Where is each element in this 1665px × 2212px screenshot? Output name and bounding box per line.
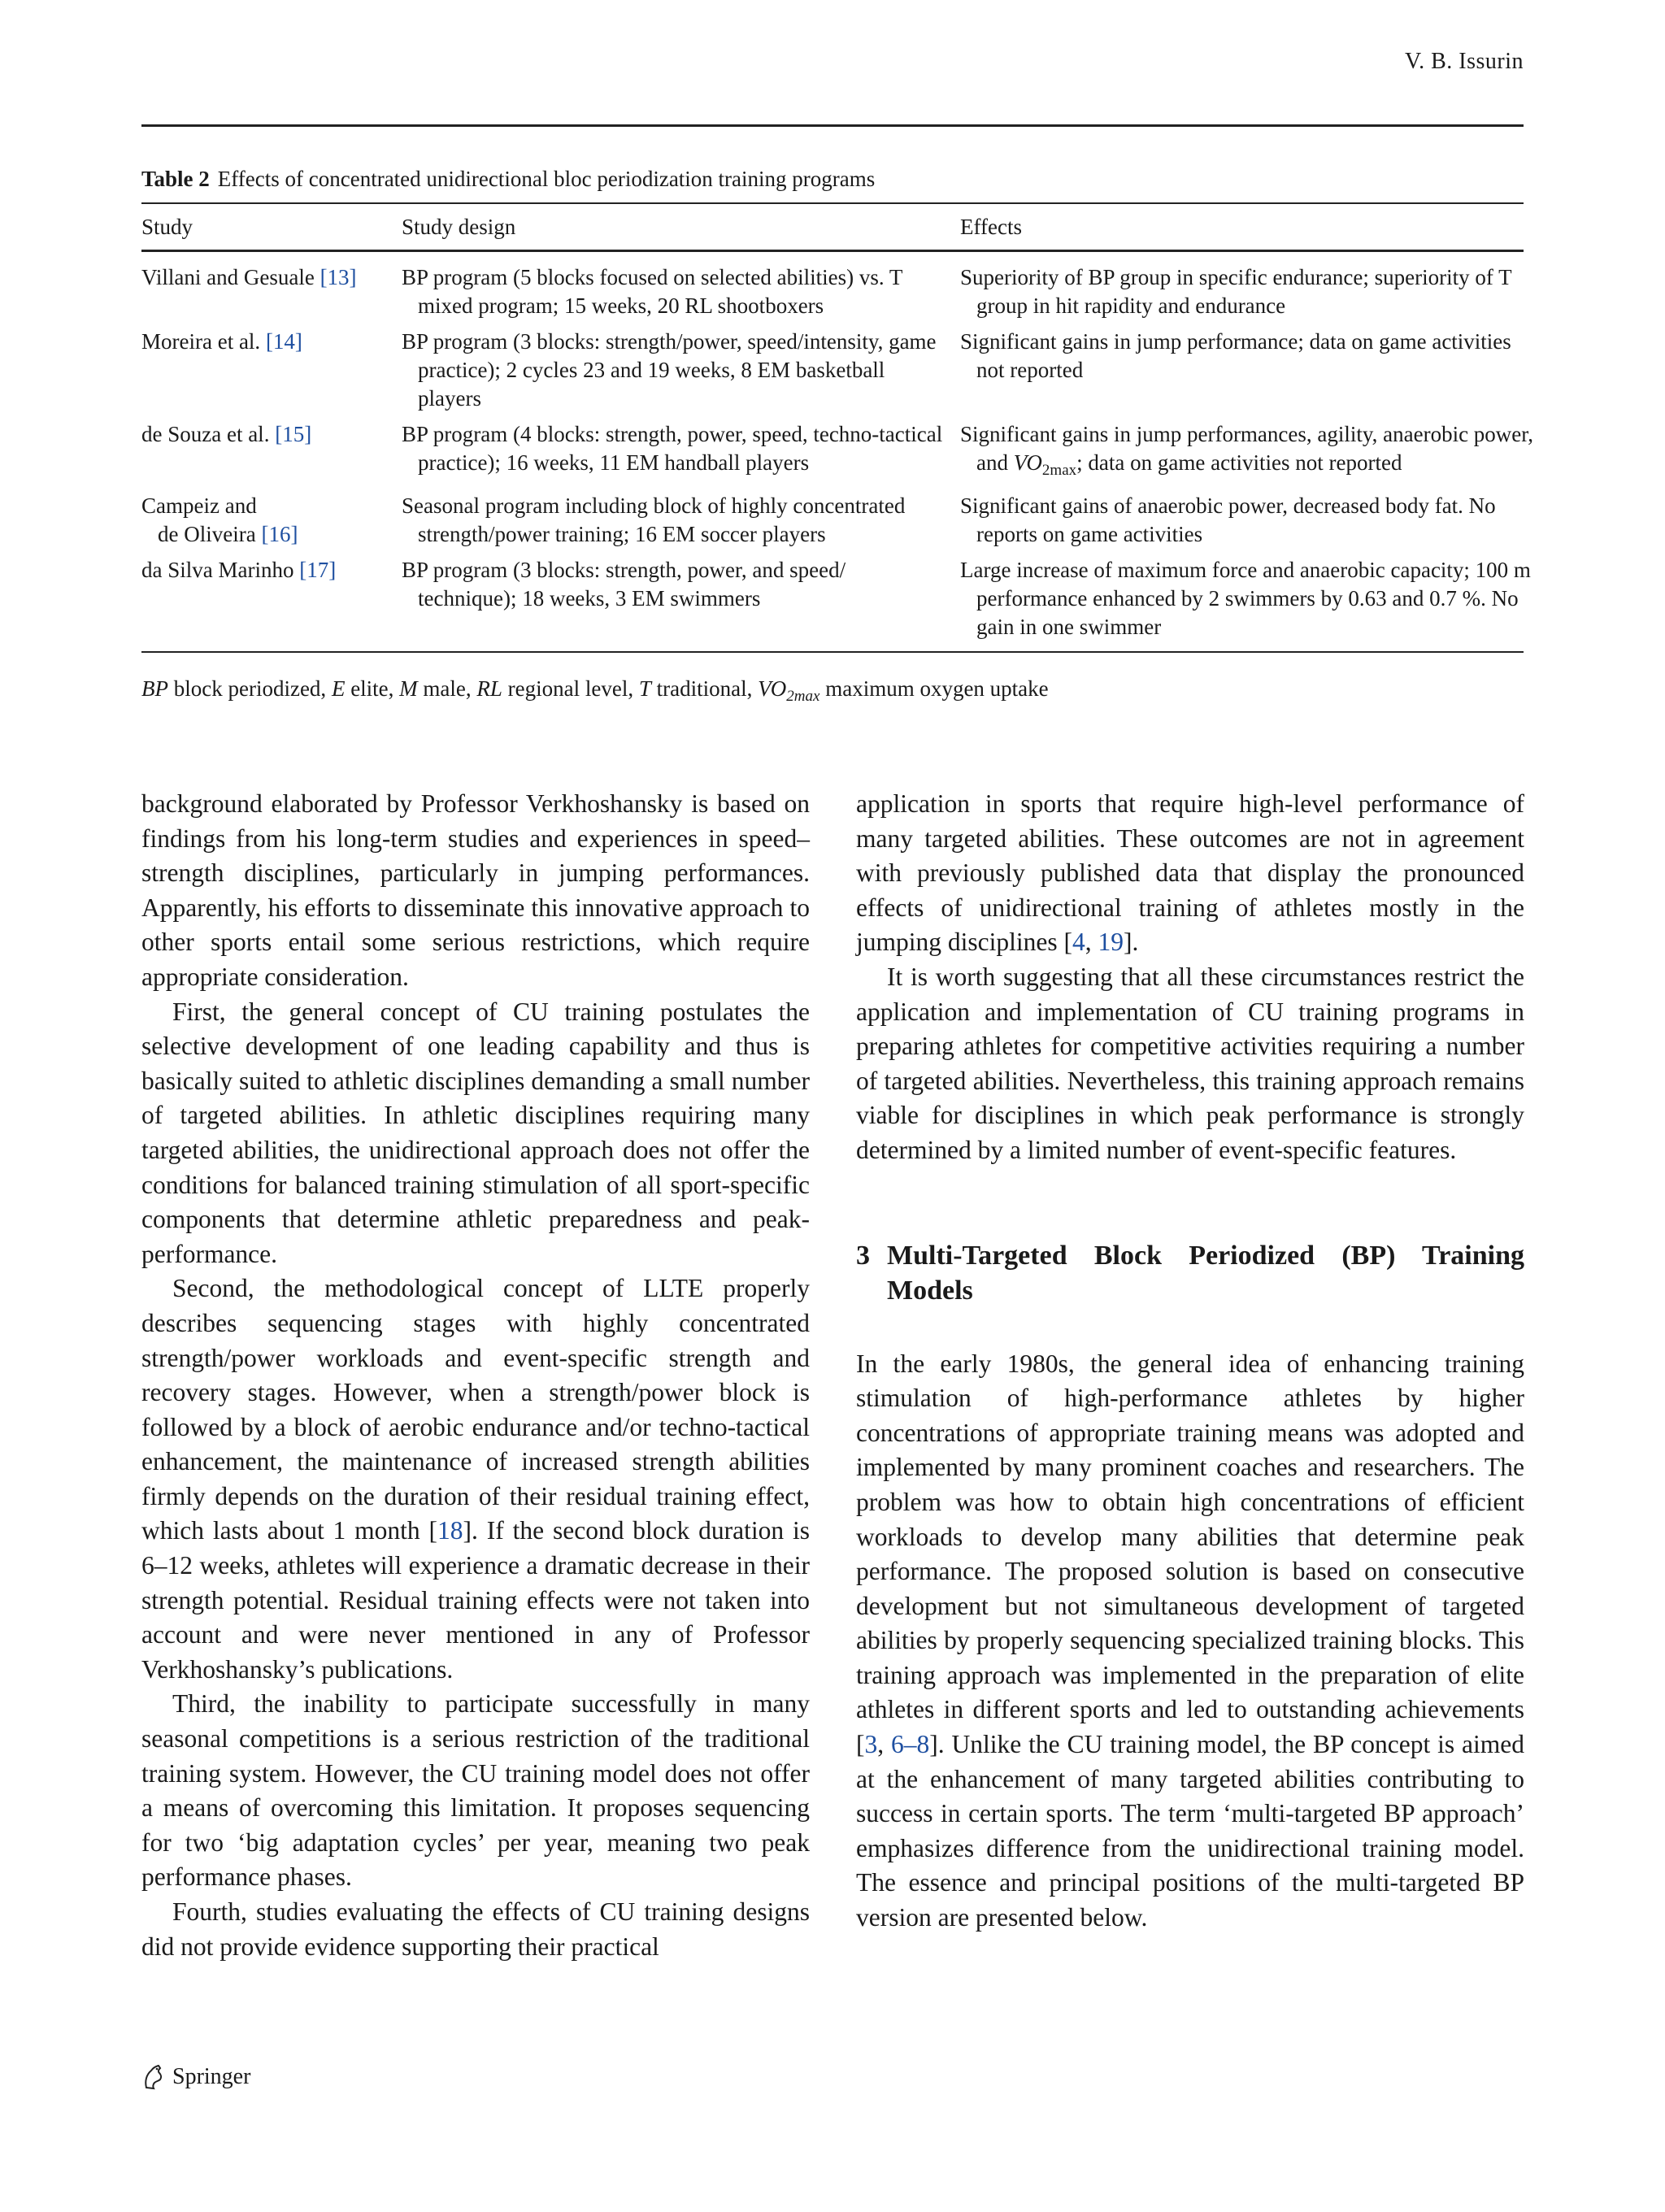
running-header-author: V. B. Issurin (1404, 49, 1524, 74)
citation-link[interactable]: [13] (320, 265, 357, 289)
header-rule (141, 124, 1524, 127)
cell-design: BP program (3 blocks: strength/power, speed/intensity, game practice); 2 cycles 23 and 19 weeks, 8 EM basketball players (402, 329, 937, 411)
paragraph: Second, the methodological concept of LLTE properly describes sequencing stages with highly concentrated strength/power workloads and event-specific strength and recovery stages. However, when a strength/power block is followed by a block of aerobic endurance and/or techno-tactical enhancement, the maintenance of increased strength abilities firmly depends on the duration of their residual training effect, which lasts about 1 month [18]. If the second block duration is 6–12 weeks, athletes will experience a dramatic decrease in their strength potential. Residual training effects were not taken into account and were never mentioned in any of Professor Verkhoshansky’s publications. (141, 1274, 811, 1684)
citation-link[interactable]: [17] (299, 558, 337, 582)
cell-study: Villani and Gesuale [13] (141, 265, 357, 289)
citation-link[interactable]: 18 (437, 1516, 463, 1545)
cell-study: Moreira et al. [14] (141, 329, 302, 354)
citation-link[interactable]: [16] (261, 522, 298, 546)
cell-effects: Significant gains in jump performance; data on game activities not reported (960, 329, 1511, 382)
table-row (141, 492, 1524, 549)
paragraph: First, the general concept of CU training postulates the selective development of one leading capability and thus is basically suited to athletic disciplines demanding a small number of targeted abilities. In athletic disciplines requiring many targeted abilities, the unidirectional approach does not offer the conditions for balanced training stimulation of all sport-specific components that determine athletic preparedness and peak-performance. (141, 997, 810, 1268)
table-footnote: BP block periodized, E elite, M male, RL regional level, T traditional, $VO_{2max}$ maximum oxygen uptake (141, 676, 1049, 705)
table-row (141, 420, 1533, 485)
cell-effects: Large increase of maximum force and anaerobic capacity; 100 m performance enhanced by 2 swimmers by 0.63 and 0.7 %. No gain in one swimmer (960, 558, 1531, 639)
table-row (141, 556, 1531, 641)
cell-effects: Superiority of BP group in specific endurance; superiority of T group in hit rapidity and endurance (960, 265, 1512, 318)
section-title: Multi-Targeted Block Periodized (BP) Training Models (887, 1240, 1524, 1306)
header-study-design: Study design (402, 214, 516, 239)
cell-study: da Silva Marinho [17] (141, 558, 337, 582)
publisher-name: Springer (172, 2064, 251, 2089)
left-column (141, 787, 810, 1964)
table-caption (141, 167, 875, 192)
citation-link[interactable]: 4 (1072, 928, 1085, 957)
table-header-row (141, 204, 1524, 250)
paragraph: Third, the inability to participate successfully in many seasonal competitions is a serious restriction of the traditional training system. However, the CU training model does not offer a means of overcoming this limitation. It proposes sequencing for two ‘big adaptation cycles’ per year, meaning two peak performance phases. (141, 1689, 810, 1892)
header-study: Study (141, 214, 193, 239)
cell-effects: Significant gains in jump performances, agility, anaerobic power, and $VO_{2max}$; data on game activities not reported (960, 422, 1533, 479)
cell-study: Campeiz and de Oliveira [16] (141, 493, 298, 546)
table-title: Effects of concentrated unidirectional bloc periodization training programs (217, 167, 876, 191)
cell-design: BP program (4 blocks: strength, power, speed, techno-tactical practice); 16 weeks, 11 EM handball players (402, 422, 943, 475)
citation-link[interactable]: [14] (265, 329, 302, 354)
table-label: Table 2 (141, 167, 210, 191)
table-bottom-rule (141, 651, 1524, 653)
effects-table (141, 202, 1533, 653)
table-row (141, 328, 1524, 413)
paragraph: background elaborated by Professor Verkhoshansky is based on findings from his long-term studies and experiences in speed–strength disciplines, particularly in jumping performances. Apparently, his efforts to disseminate this innovative approach to other sports entail some serious restrictions, which require appropriate consideration. (141, 789, 810, 991)
citation-link[interactable]: 19 (1098, 928, 1124, 957)
cell-study: de Souza et al. [15] (141, 422, 312, 446)
paragraph: Fourth, studies evaluating the effects of CU training designs did not provide evidence supporting their practical (141, 1897, 810, 1961)
paragraph: It is worth suggesting that all these circumstances restrict the application and implementation of CU training programs in preparing athletes for competitive activities requiring a number of targeted abilities. Nevertheless, this training approach remains viable for disciplines in which peak performance is strongly determined by a limited number of event-specific features. (856, 962, 1524, 1164)
citation-link[interactable]: [15] (275, 422, 312, 446)
cell-design: Seasonal program including block of highly concentrated strength/power training; 16 EM soccer players (402, 493, 906, 546)
table-header-rule (141, 250, 1524, 252)
section-number: 3 (856, 1240, 870, 1271)
paragraph: application in sports that require high-level performance of many targeted abilities. These outcomes are not in agreement with previously published data that display the pronounced effects of unidirectional training of athletes mostly in the jumping disciplines [4, 19]. (856, 789, 1524, 957)
section-heading (856, 1238, 1524, 1308)
right-column (856, 787, 1524, 1936)
table-row (141, 263, 1524, 320)
citation-link[interactable]: 3 (864, 1730, 878, 1759)
paragraph: In the early 1980s, the general idea of enhancing training stimulation of high-performance athletes by higher concentrations of appropriate training means was adopted and implemented by many prominent coaches and researchers. The problem was how to obtain high concentrations of efficient workloads to develop many abilities that determine peak performance. The proposed solution is based on consecutive development but not simultaneous development of targeted abilities by properly sequencing specialized training blocks. This training approach was implemented in the preparation of elite athletes in different sports and led to outstanding achievements [3, 6–8]. Unlike the CU training model, the BP concept is aimed at the enhancement of many targeted abilities contributing to success in certain sports. The term ‘multi-targeted BP approach’ emphasizes difference from the unidirectional training model. The essence and principal positions of the multi-targeted BP version are presented below. (856, 1349, 1524, 1932)
publisher-footer (141, 2063, 250, 2091)
cell-design: BP program (3 blocks: strength, power, and speed/ technique); 18 weeks, 3 EM swimmers (402, 558, 846, 611)
citation-link[interactable]: 6–8 (891, 1730, 930, 1759)
cell-design: BP program (5 blocks focused on selected abilities) vs. T mixed program; 15 weeks, 20 RL shootboxers (402, 265, 902, 318)
header-effects: Effects (960, 214, 1022, 239)
springer-horse-icon (141, 2063, 166, 2091)
cell-effects: Significant gains of anaerobic power, decreased body fat. No reports on game activities (960, 493, 1496, 546)
